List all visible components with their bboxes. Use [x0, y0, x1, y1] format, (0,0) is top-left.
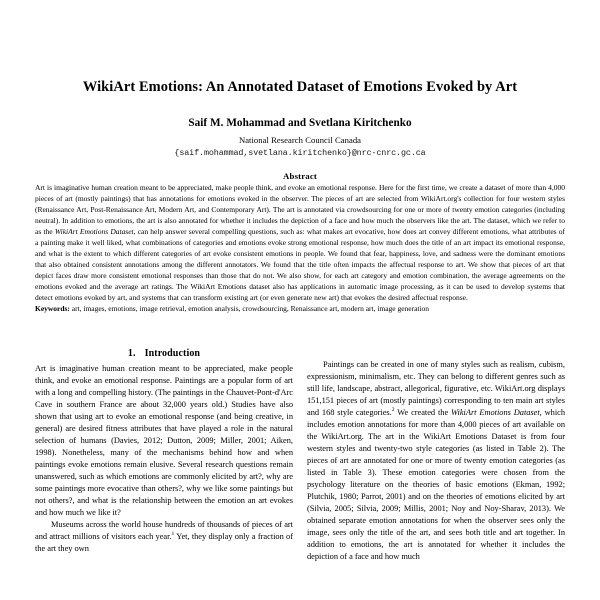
- section-title: Introduction: [144, 348, 201, 359]
- right-paragraph-1: [307, 359, 565, 563]
- author-list: Saif M. Mohammad and Svetlana Kiritchenko: [188, 117, 412, 129]
- right-column: [307, 348, 565, 600]
- abstract-text-part2: , can help answer several compelling questions, such as: what makes art evocative, how does art convey different emotions, what attributes of a painting make it well liked, what combinations of categories and emotions evoke strong emotional response, how much does the title of an art impact its emotional response, and what is the extent to which different categories of art evoke consistent emotions in people. We found that fear, happiness, love, and sadness were the dominant emotions that also obtained consistent annotations among the different annotators. We found that the title often impacts the affectual response to art. We show that pieces of art that depict faces draw more consistent emotional responses than those that do not. We also show, for each art category and emotion combination, the average agreements on the emotions evoked and the average art ratings. The WikiArt Emotions dataset also has applications in automatic image processing, as it can be used to develop systems that detect emotions evoked by art, and systems that can transform existing art (or even generate new art) that evokes the desired affectual response.: [35, 226, 566, 302]
- footnote-marker-2: 2: [391, 407, 395, 414]
- title-block: [0, 0, 600, 158]
- author-email: {saif.mohammad,svetlana.kiritchenko}@nrc-cnrc.gc.ca: [174, 148, 426, 158]
- left-paragraph-2: [35, 519, 293, 555]
- left-paragraph-2-text-part1: Museums across the world house hundreds of thousands of pieces of art and attract millions of visitors each year.: [35, 520, 293, 542]
- footnote-marker-1: 1: [171, 531, 175, 538]
- abstract-text-part1: Art is imaginative human creation meant to be appreciated, make people think, and evoke an emotional response. Here for the first time, we create a dataset of more than 4,000 pieces of art (mostly paintings) that has annotations for emotions evoked in the observer. The pieces of art are selected from WikiArt.org's collection for four western styles (Renaissance Art, Post-Renaissance Art, Modern Art, and Contemporary Art). The art is annotated via crowdsourcing for one or more of twenty emotion categories (including neutral). In addition to emotions, the art is also annotated for whether it includes the depiction of a face and how much the observers like the art. The dataset, which we refer to as the: [35, 183, 565, 236]
- abstract-section: [35, 158, 565, 315]
- left-paragraph-1-text: Art is imaginative human creation meant to be appreciated, make people think, and evoke an emotional response. Paintings are a popular form of art with a long and compelling history. (The paintings in the Chauvet-Pont-d'Arc Cave in southern France are about 32,000 years old.) Studies have also shown that using art to evoke an emotional response (and being creative, in general) are desired fitness attributes that have played a role in the natural selection of humans (Davies, 2012; Dutton, 2009; Miller, 2001; Aiken, 1998). Nonetheless, many of the mechanisms behind how and when paintings evoke emotions remain elusive. Several research questions remain unanswered, such as which emotions are commonly elicited by art?, why are some paintings more evocative than others?, why we like some paintings but not others?, and what is the relationship between the emotion an art evokes and how much we like it?: [35, 364, 293, 518]
- left-paragraph-1: [35, 363, 293, 519]
- right-paragraph-1-text-part3: , which includes emotion annotations for more than 4,000 pieces of art available on the WikiArt.org. The art in the WikiArt Emotions Dataset is from four western styles and twenty-two style categories (as listed in Table 2). The pieces of art are annotated for one or more of twenty emotion categories (as listed in Table 3). These emotion categories were chosen from the psychology literature on the theories of basic emotions (Ekman, 1992; Plutchik, 1980; Parrot, 2001) and on the theories of emotions elicited by art (Silvia, 2005; Silvia, 2009; Millis, 2001; Noy and Noy-Sharav, 2013). We obtained separate emotion annotations for when the observer sees only the image, sees only the title of the art, and sees both title and art together. In addition to emotions, the art is annotated for whether it includes the depiction of a face and how much: [307, 408, 565, 562]
- abstract-text: [35, 183, 565, 304]
- column-top-spacer: [307, 348, 565, 359]
- keywords-values: art, images, emotions, image retrieval, emotion analysis, crowdsourcing, Renaissance art, modern art, image generation: [69, 303, 430, 313]
- body-columns: [35, 348, 565, 600]
- section-number: 1.: [127, 348, 136, 359]
- right-paragraph-dataset-name: WikiArt Emotions Dataset: [451, 408, 540, 418]
- keywords-line: [35, 304, 565, 315]
- keywords-label: Keywords:: [35, 303, 70, 313]
- left-paragraph-2-text-part2: Yet, they display only a fraction of the art they own: [35, 532, 293, 554]
- abstract-dataset-name: WikiArt Emotions Dataset: [54, 226, 134, 236]
- abstract-heading: Abstract: [283, 171, 317, 181]
- affiliation: National Research Council Canada: [238, 135, 362, 145]
- right-paragraph-1-text-part2: We created the: [394, 408, 452, 418]
- left-column: [35, 348, 293, 600]
- right-paragraph-1-text-part1: Paintings can be created in one of many styles such as realism, cubism, expressionism, minimalism, etc. They can belong to different genres such as still life, landscape, abstract, allegorical, figurative, etc. WikiArt.org displays 151,151 pieces of art (mostly paintings) corresponding to ten main art styles and 168 style categories.: [307, 360, 565, 418]
- section-heading-introduction: [35, 348, 293, 359]
- page-title: WikiArt Emotions: An Annotated Dataset of Emotions Evoked by Art: [82, 79, 518, 95]
